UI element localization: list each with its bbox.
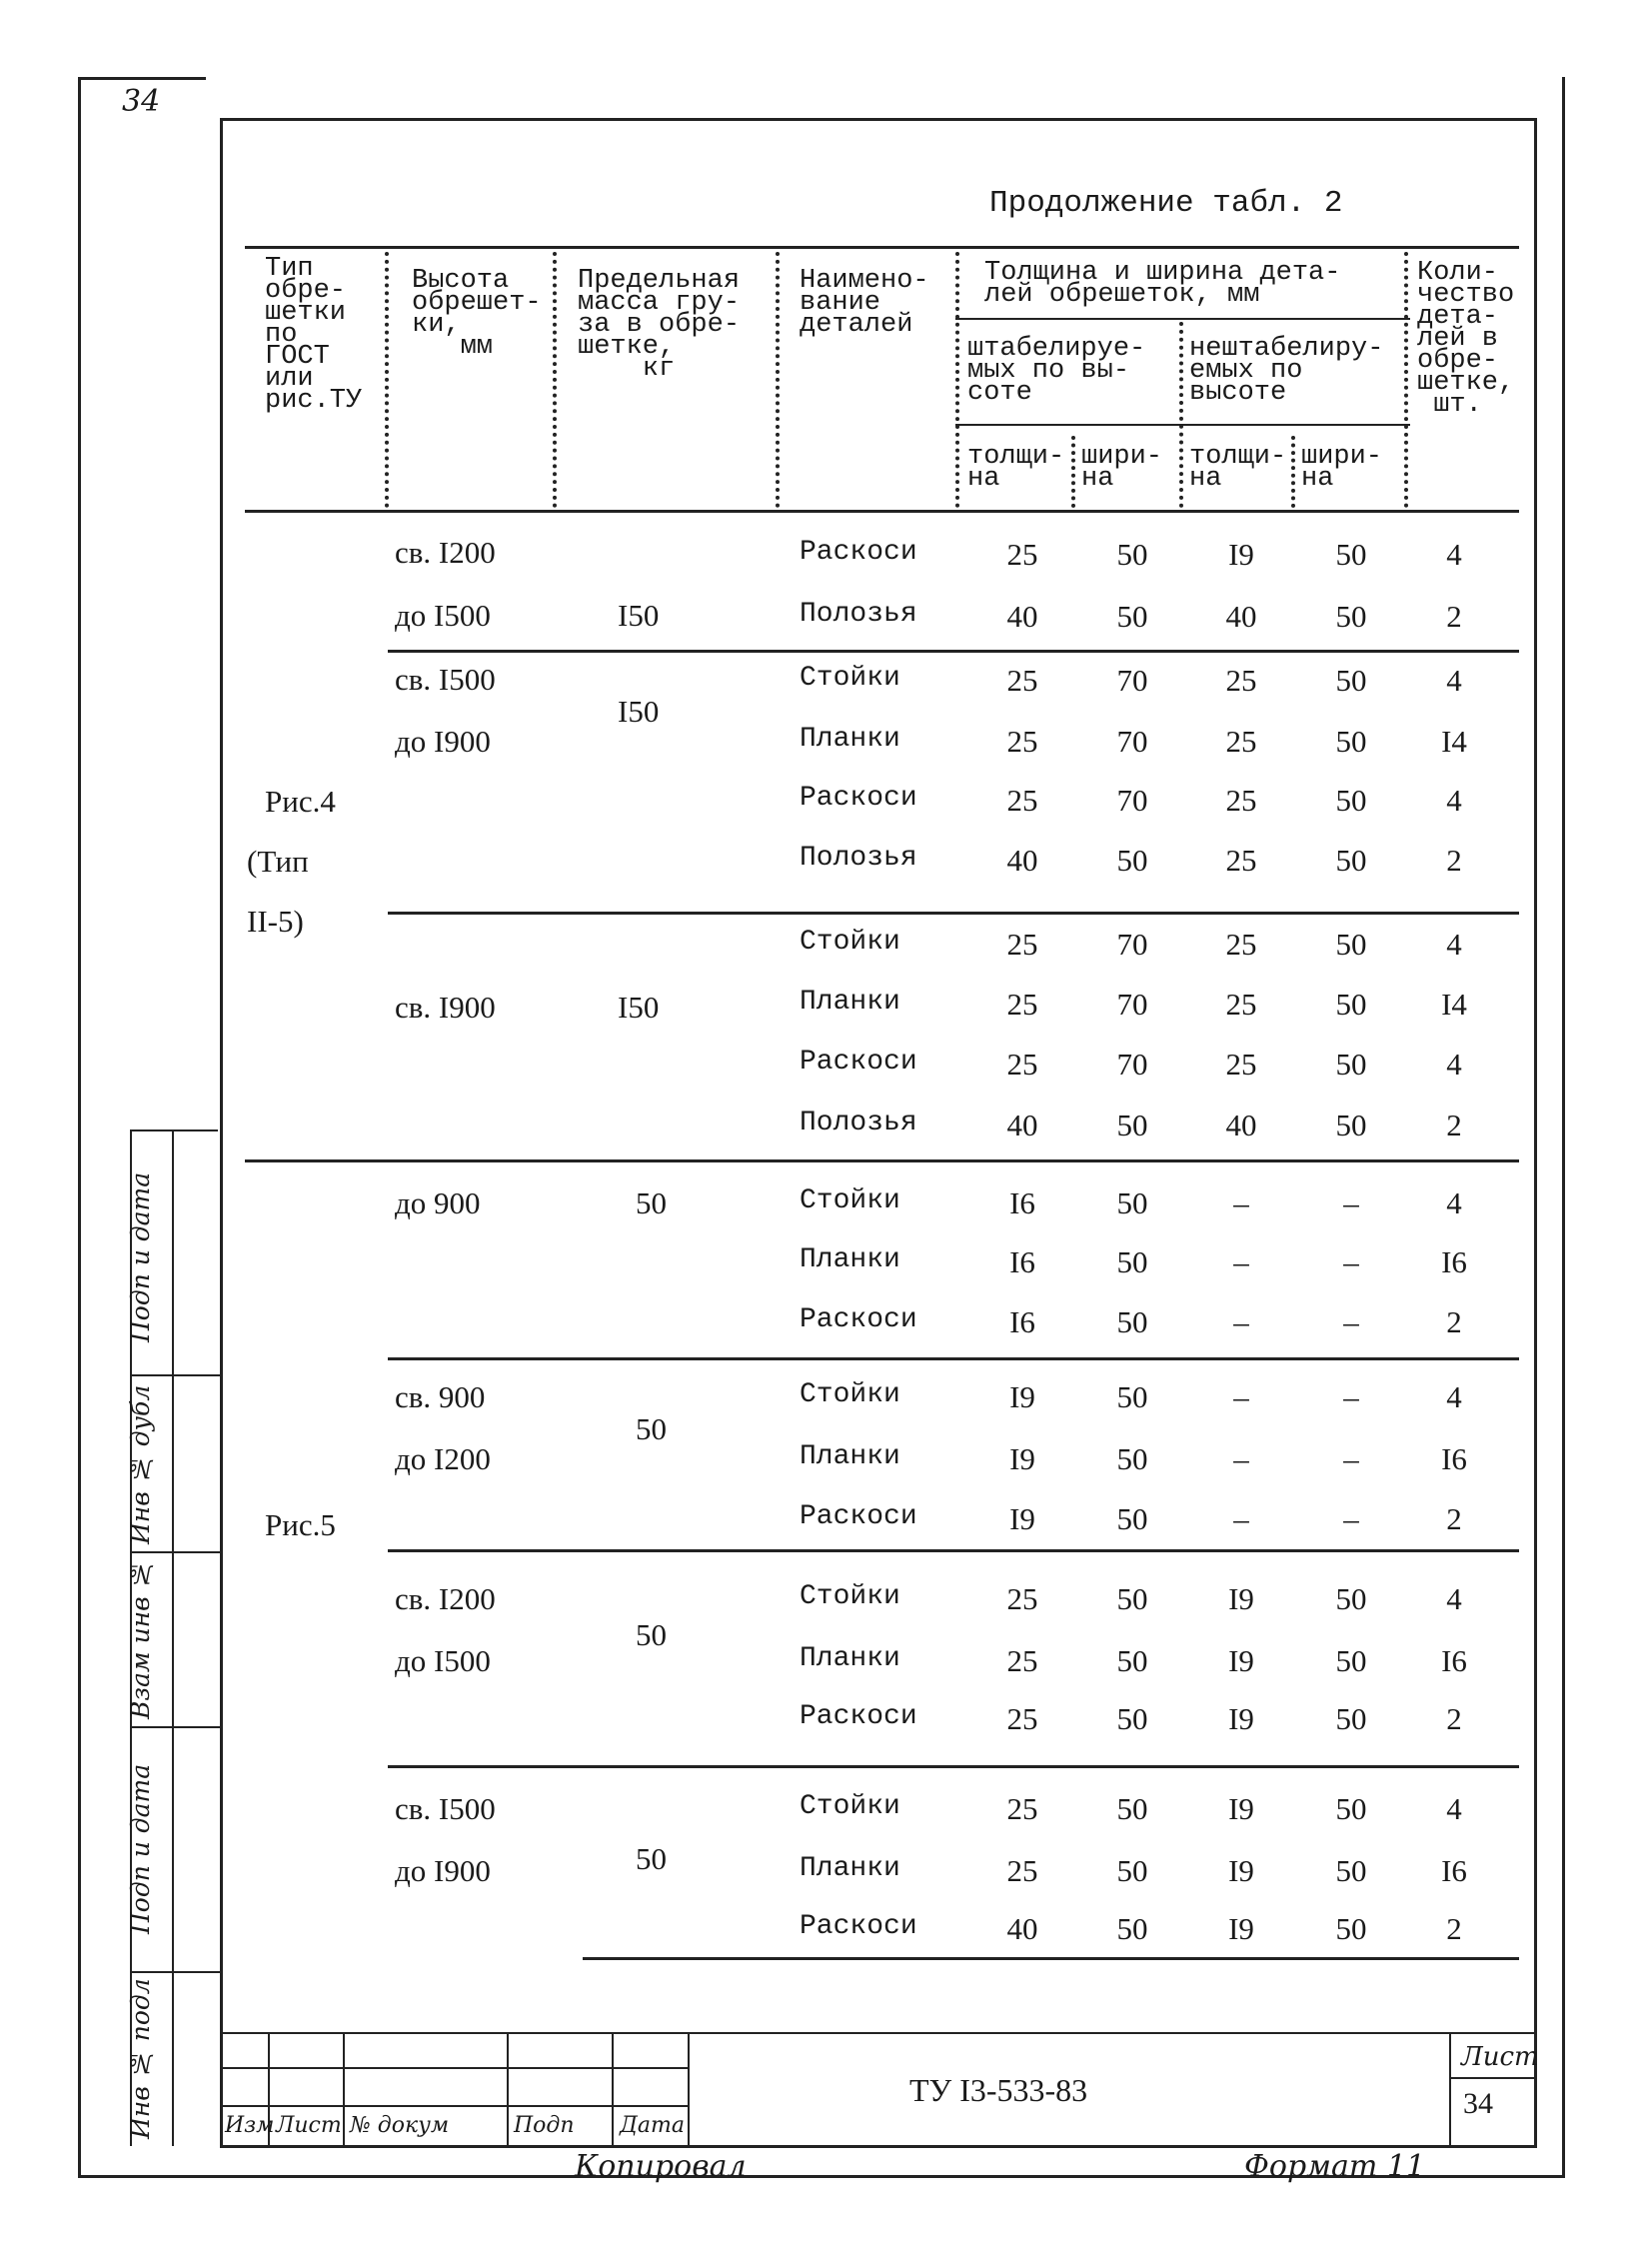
dimension-value: 50 — [1116, 1911, 1148, 1946]
quantity-value: I6 — [1441, 1244, 1467, 1279]
detail-name: Полозья — [800, 1108, 917, 1138]
dimension-value: 25 — [1225, 783, 1257, 818]
dimension-value: – — [1233, 1379, 1249, 1414]
dimension-value: 50 — [1116, 1379, 1148, 1414]
dimension-value: 50 — [1116, 1501, 1148, 1536]
document-code: ТУ I3-533-83 — [909, 2072, 1088, 2108]
dimension-value: 50 — [1335, 1791, 1367, 1826]
quantity-value: 2 — [1446, 1304, 1462, 1339]
quantity-value: 4 — [1446, 663, 1462, 698]
dimension-value: – — [1233, 1441, 1249, 1476]
dimension-value: 50 — [1335, 783, 1367, 818]
dimension-value: I9 — [1228, 1791, 1254, 1826]
height-value: св. I500 — [395, 662, 496, 697]
dimension-value: 50 — [1116, 1853, 1148, 1888]
type-label: (Тип — [247, 844, 309, 879]
dimension-value: I6 — [1009, 1304, 1035, 1339]
dimension-value: I9 — [1228, 1643, 1254, 1678]
dimension-value: 25 — [1006, 663, 1038, 698]
dimension-value: – — [1233, 1304, 1249, 1339]
dimension-value: 50 — [1116, 843, 1148, 878]
side-label: Подп и дата — [126, 1171, 155, 1342]
page-number: 34 — [122, 84, 161, 119]
quantity-value: 4 — [1446, 1791, 1462, 1826]
header-divider — [1291, 436, 1295, 508]
detail-name: Стойки — [800, 927, 900, 958]
quantity-value: 4 — [1446, 1581, 1462, 1616]
dimension-value: 25 — [1006, 1853, 1038, 1888]
stamp-label: Лист — [276, 2113, 342, 2138]
dimension-value: 25 — [1006, 1701, 1038, 1736]
dimension-value: 40 — [1225, 599, 1257, 634]
stamp-divider — [612, 2032, 614, 2145]
header-divider — [776, 252, 780, 508]
dimension-value: – — [1343, 1501, 1359, 1536]
quantity-value: I6 — [1441, 1441, 1467, 1476]
header-height: Высота обрешет- ки, мм — [412, 266, 542, 362]
header-detail-name: Наимено- вание деталей — [800, 266, 929, 340]
dimension-value: 50 — [1335, 1701, 1367, 1736]
header-sub-line — [955, 318, 1410, 320]
height-value: до I500 — [395, 1643, 491, 1678]
dimension-value: 25 — [1006, 783, 1038, 818]
stamp-line — [222, 2067, 688, 2069]
mass-value: 50 — [636, 1841, 667, 1876]
stamp-divider — [1449, 2032, 1451, 2145]
side-strip-line — [130, 1374, 220, 1376]
inner-frame-bottom — [220, 2145, 1537, 2148]
detail-name: Стойки — [800, 1379, 900, 1410]
header-stackable: штабелируе- мых по вы- соте — [967, 334, 1146, 408]
dimension-value: – — [1343, 1244, 1359, 1279]
height-value: св. 900 — [395, 1379, 486, 1414]
dimension-value: 50 — [1335, 927, 1367, 962]
side-strip-line — [130, 1971, 220, 1973]
side-strip-line — [130, 1726, 220, 1728]
dimension-value: I9 — [1009, 1379, 1035, 1414]
detail-name: Планки — [800, 1853, 900, 1884]
dimension-value: 25 — [1006, 1047, 1038, 1082]
dimension-value: 25 — [1006, 927, 1038, 962]
type-label: Рис.4 — [265, 784, 336, 819]
footer-copied: Копировал — [575, 2149, 747, 2184]
dimension-value: – — [1233, 1501, 1249, 1536]
dimension-value: 25 — [1006, 1791, 1038, 1826]
height-value: до I900 — [395, 1853, 491, 1888]
dimension-value: 50 — [1116, 537, 1148, 572]
dimension-value: I9 — [1228, 537, 1254, 572]
dimension-value: 50 — [1335, 1581, 1367, 1616]
dimension-value: 50 — [1116, 1108, 1148, 1142]
detail-name: Стойки — [800, 663, 900, 694]
height-value: до I500 — [395, 598, 491, 633]
header-non-stackable: нештабелиру- емых по высоте — [1189, 334, 1384, 408]
dimension-value: 25 — [1006, 724, 1038, 759]
dimension-value: I9 — [1009, 1441, 1035, 1476]
dimension-value: 50 — [1335, 1911, 1367, 1946]
detail-name: Планки — [800, 724, 900, 755]
stamp-top-line — [222, 2032, 1537, 2034]
stamp-divider — [688, 2032, 690, 2145]
dimension-value: 50 — [1335, 1108, 1367, 1142]
dimension-value: 50 — [1335, 987, 1367, 1022]
header-thick: толщи- на — [967, 442, 1065, 494]
quantity-value: 2 — [1446, 599, 1462, 634]
quantity-value: 2 — [1446, 1108, 1462, 1142]
table-top-line — [245, 246, 1519, 249]
quantity-value: 2 — [1446, 1911, 1462, 1946]
dimension-value: 50 — [1335, 1643, 1367, 1678]
sheet-label: Лист — [1461, 2042, 1539, 2072]
quantity-value: 4 — [1446, 1379, 1462, 1414]
dimension-value: I6 — [1009, 1244, 1035, 1279]
side-label: Инв № подл — [126, 1978, 155, 2139]
detail-name: Планки — [800, 1441, 900, 1472]
dimension-value: 25 — [1006, 1643, 1038, 1678]
group-separator — [388, 1765, 1519, 1768]
dimension-value: 50 — [1116, 599, 1148, 634]
dimension-value: – — [1343, 1441, 1359, 1476]
quantity-value: 4 — [1446, 927, 1462, 962]
dimension-value: I9 — [1009, 1501, 1035, 1536]
dimension-value: 25 — [1225, 843, 1257, 878]
detail-name: Стойки — [800, 1581, 900, 1612]
detail-name: Раскоси — [800, 1701, 917, 1732]
quantity-value: I4 — [1441, 724, 1467, 759]
detail-name: Раскоси — [800, 1047, 917, 1078]
stamp-line — [1449, 2077, 1537, 2079]
dimension-value: I6 — [1009, 1185, 1035, 1220]
dimension-value: 25 — [1225, 1047, 1257, 1082]
mass-value: I50 — [618, 990, 660, 1025]
dimension-value: – — [1343, 1379, 1359, 1414]
dimension-value: 50 — [1335, 724, 1367, 759]
dimension-value: 50 — [1116, 1701, 1148, 1736]
outer-frame-top — [78, 77, 206, 80]
height-value: до I200 — [395, 1441, 491, 1476]
dimension-value: 50 — [1116, 1185, 1148, 1220]
dimension-value: 50 — [1116, 1244, 1148, 1279]
dimension-value: 50 — [1335, 1853, 1367, 1888]
detail-name: Стойки — [800, 1791, 900, 1822]
group-separator — [388, 650, 1519, 653]
quantity-value: 4 — [1446, 1047, 1462, 1082]
height-value: св. I200 — [395, 1581, 496, 1616]
header-thick: толщи- на — [1189, 442, 1287, 494]
dimension-value: 70 — [1116, 987, 1148, 1022]
detail-name: Раскоси — [800, 1501, 917, 1532]
dimension-value: 50 — [1335, 663, 1367, 698]
quantity-value: I4 — [1441, 987, 1467, 1022]
header-divider — [1404, 252, 1408, 508]
dimension-value: – — [1343, 1185, 1359, 1220]
quantity-value: 2 — [1446, 843, 1462, 878]
dimension-value: 40 — [1225, 1108, 1257, 1142]
mass-value: 50 — [636, 1185, 667, 1220]
side-label: Взам инв № — [126, 1559, 155, 1719]
group-separator — [388, 912, 1519, 915]
dimension-value: 50 — [1116, 1304, 1148, 1339]
height-value: св. I500 — [395, 1791, 496, 1826]
dimension-value: 25 — [1225, 987, 1257, 1022]
dimension-value: 70 — [1116, 927, 1148, 962]
stamp-label: № докум — [350, 2113, 450, 2138]
mass-value: 50 — [636, 1617, 667, 1652]
header-divider — [1179, 322, 1183, 508]
stamp-label: Дата — [620, 2113, 685, 2138]
detail-name: Стойки — [800, 1185, 900, 1216]
detail-name: Планки — [800, 1244, 900, 1275]
header-width: шири- на — [1081, 442, 1163, 494]
dimension-value: – — [1233, 1185, 1249, 1220]
quantity-value: 4 — [1446, 1185, 1462, 1220]
stamp-divider — [343, 2032, 345, 2145]
group-separator — [388, 1357, 1519, 1360]
dimension-value: 50 — [1335, 843, 1367, 878]
side-strip-line — [130, 1551, 220, 1553]
dimension-value: 50 — [1335, 1047, 1367, 1082]
dimension-value: 50 — [1116, 1791, 1148, 1826]
detail-name: Раскоси — [800, 783, 917, 814]
detail-name: Раскоси — [800, 1911, 917, 1942]
detail-name: Раскоси — [800, 1304, 917, 1335]
header-divider — [1071, 436, 1075, 508]
quantity-value: 4 — [1446, 783, 1462, 818]
stamp-label: Изм — [225, 2113, 275, 2138]
quantity-value: 4 — [1446, 537, 1462, 572]
header-type: Тип обре- шетки по ГОСТ или рис.ТУ — [265, 254, 363, 416]
header-divider — [385, 252, 389, 508]
dimension-value: I9 — [1228, 1701, 1254, 1736]
continuation-title: Продолжение табл. 2 — [989, 186, 1343, 221]
dimension-value: 40 — [1006, 599, 1038, 634]
dimension-value: 50 — [1335, 599, 1367, 634]
mass-value: I50 — [618, 694, 660, 729]
header-thickness-width: Толщина и ширина дета- лей обрешеток, мм — [984, 258, 1341, 310]
header-divider — [553, 252, 557, 508]
detail-name: Планки — [800, 1643, 900, 1674]
detail-name: Раскоси — [800, 537, 917, 568]
mass-value: 50 — [636, 1411, 667, 1446]
dimension-value: 70 — [1116, 724, 1148, 759]
quantity-value: 2 — [1446, 1501, 1462, 1536]
dimension-value: 25 — [1006, 987, 1038, 1022]
stamp-line — [222, 2105, 688, 2107]
dimension-value: 25 — [1225, 927, 1257, 962]
dimension-value: 70 — [1116, 783, 1148, 818]
dimension-value: – — [1343, 1304, 1359, 1339]
dimension-value: – — [1233, 1244, 1249, 1279]
type-label: Рис.5 — [265, 1507, 336, 1542]
header-width: шири- на — [1301, 442, 1383, 494]
dimension-value: 70 — [1116, 1047, 1148, 1082]
dimension-value: 40 — [1006, 1108, 1038, 1142]
dimension-value: 25 — [1006, 1581, 1038, 1616]
header-mass: Предельная масса гру- за в обре- шетке, кг — [578, 266, 741, 384]
dimension-value: 25 — [1225, 724, 1257, 759]
dimension-value: I9 — [1228, 1581, 1254, 1616]
dimension-value: I9 — [1228, 1853, 1254, 1888]
dimension-value: 50 — [1116, 1643, 1148, 1678]
dimension-value: 25 — [1225, 663, 1257, 698]
side-label: Подп и дата — [126, 1763, 155, 1935]
height-value: до I900 — [395, 724, 491, 759]
side-label: Инв № дубл — [126, 1384, 155, 1544]
detail-name: Планки — [800, 987, 900, 1018]
sheet-number: 34 — [1463, 2087, 1493, 2120]
dimension-value: 50 — [1335, 537, 1367, 572]
height-value: св. I200 — [395, 535, 496, 570]
header-quantity: Коли- чество дета- лей в обре- шетке, шт. — [1417, 258, 1515, 420]
dimension-value: 40 — [1006, 1911, 1038, 1946]
table-bottom-line — [583, 1957, 1519, 1960]
quantity-value: I6 — [1441, 1643, 1467, 1678]
group-separator — [388, 1549, 1519, 1552]
group-separator — [245, 1159, 1519, 1162]
header-divider — [955, 252, 959, 508]
stamp-divider — [507, 2032, 509, 2145]
dimension-value: 70 — [1116, 663, 1148, 698]
stamp-label: Подп — [514, 2113, 575, 2138]
header-bottom-line — [245, 510, 1519, 513]
quantity-value: I6 — [1441, 1853, 1467, 1888]
dimension-value: 40 — [1006, 843, 1038, 878]
height-value: до 900 — [395, 1185, 481, 1220]
footer-format: Формат 11 — [1244, 2149, 1426, 2184]
detail-name: Полозья — [800, 599, 917, 630]
mass-value: I50 — [618, 598, 660, 633]
detail-name: Полозья — [800, 843, 917, 874]
type-label: II-5) — [247, 904, 304, 939]
dimension-value: 25 — [1006, 537, 1038, 572]
dimension-value: 50 — [1116, 1581, 1148, 1616]
dimension-value: I9 — [1228, 1911, 1254, 1946]
height-value: св. I900 — [395, 990, 496, 1025]
dimension-value: 50 — [1116, 1441, 1148, 1476]
quantity-value: 2 — [1446, 1701, 1462, 1736]
